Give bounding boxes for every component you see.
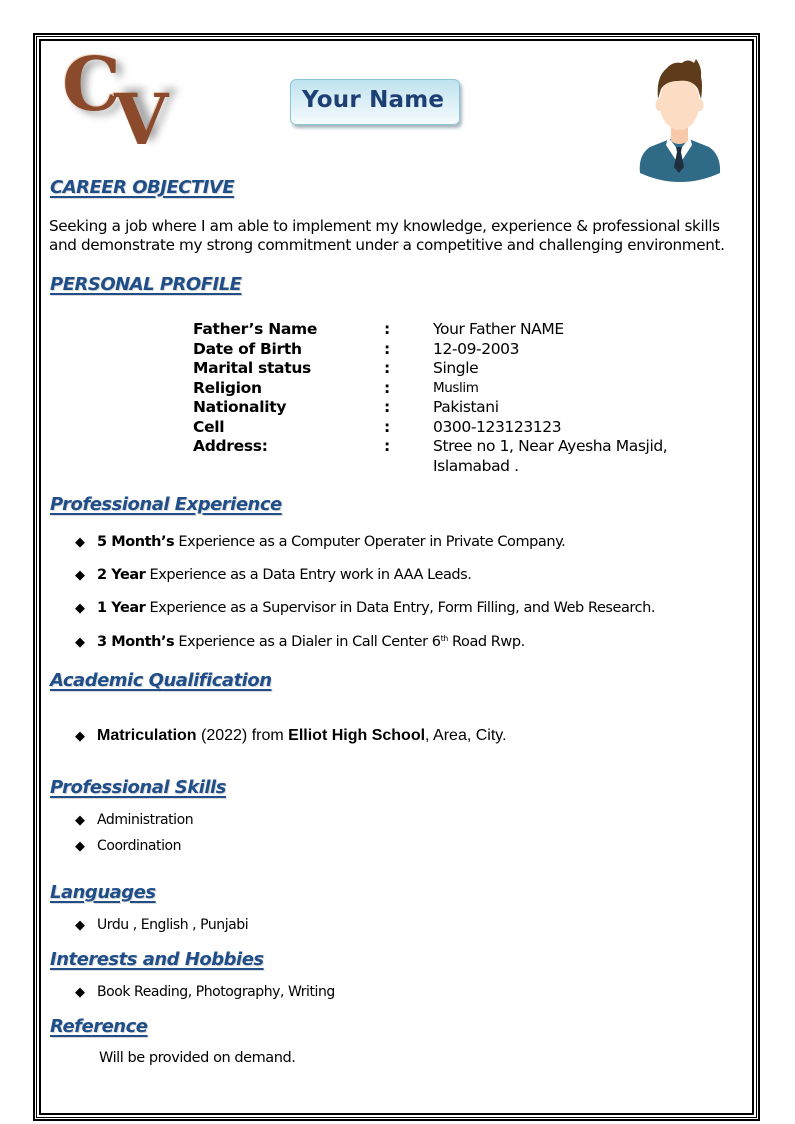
- experience-item: [75, 634, 525, 650]
- profile-value: Stree no 1, Near Ayesha Masjid,: [433, 437, 668, 455]
- heading-career-objective: CAREER OBJECTIVE: [50, 177, 235, 198]
- diamond-bullet-icon: ◆: [75, 839, 85, 854]
- diamond-bullet-icon: ◆: [75, 535, 85, 550]
- profile-label: Cell: [193, 417, 225, 436]
- profile-label: Marital status: [193, 359, 311, 377]
- diamond-bullet-icon: ◆: [75, 728, 85, 743]
- experience-duration: 2 Year: [97, 567, 146, 583]
- profile-separator: :: [384, 378, 391, 397]
- skill-name: Administration: [97, 812, 194, 828]
- skill-name: Coordination: [97, 838, 182, 854]
- school-name: Elliot High School: [288, 727, 426, 744]
- profile-label: Address:: [193, 437, 268, 455]
- experience-item: [75, 567, 471, 583]
- diamond-bullet-icon: ◆: [75, 635, 85, 650]
- diamond-bullet-icon: ◆: [75, 568, 85, 583]
- profile-value: Single: [433, 359, 479, 377]
- profile-separator: :: [384, 359, 391, 377]
- heading-academic-qualification: Academic Qualification: [50, 670, 272, 691]
- profile-separator: :: [384, 398, 391, 416]
- experience-item: [75, 534, 565, 550]
- career-objective-text: Seeking a job where I am able to implement my knowledge, experience & professional skills and demonstrate my strong commitment under a competitive and challenging environment.: [49, 217, 725, 254]
- profile-separator: :: [384, 320, 391, 338]
- profile-value-line2: Islamabad .: [433, 456, 519, 475]
- experience-description: Experience as a Data Entry work in AAA Leads.: [145, 567, 472, 583]
- profile-label: Nationality: [193, 398, 287, 416]
- hobby-item: [75, 984, 335, 1000]
- experience-description: Experience as a Dialer in Call Center 6: [174, 634, 441, 650]
- heading-professional-skills: Professional Skills: [50, 777, 226, 798]
- skill-item: [75, 838, 181, 854]
- reference-text: Will be provided on demand.: [99, 1050, 296, 1066]
- degree-year: (2022) from: [196, 727, 289, 744]
- cv-logo: [58, 42, 188, 161]
- hobbies-list: Book Reading, Photography, Writing: [97, 984, 335, 1000]
- profile-separator: :: [384, 417, 391, 436]
- candidate-name: Your Name: [302, 87, 445, 113]
- experience-description: Experience as a Supervisor in Data Entry, Form Filling, and Web Research.: [145, 600, 656, 616]
- profile-label: Father’s Name: [193, 320, 318, 338]
- academic-item: [75, 727, 507, 745]
- profile-separator: :: [384, 339, 391, 358]
- cv-logo-letter-v: V: [114, 78, 169, 161]
- heading-personal-profile: PERSONAL PROFILE: [50, 274, 242, 295]
- experience-duration: 5 Month’s: [97, 534, 175, 550]
- diamond-bullet-icon: ◆: [75, 813, 85, 828]
- heading-professional-experience: Professional Experience: [50, 494, 282, 515]
- profile-value: Your Father NAME: [433, 320, 564, 338]
- experience-description-end: Road Rwp.: [447, 634, 525, 650]
- diamond-bullet-icon: ◆: [75, 918, 85, 933]
- language-item: [75, 917, 248, 933]
- profile-separator: :: [384, 437, 391, 455]
- profile-value: 0300-123123123: [433, 417, 562, 436]
- diamond-bullet-icon: ◆: [75, 601, 85, 616]
- heading-reference: Reference: [50, 1016, 148, 1037]
- skill-item: [75, 812, 193, 828]
- diamond-bullet-icon: ◆: [75, 985, 85, 1000]
- experience-duration: 3 Month’s: [97, 634, 175, 650]
- degree-name: Matriculation: [97, 727, 197, 744]
- school-location: , Area, City.: [425, 727, 507, 744]
- profile-value: Muslim: [433, 379, 479, 396]
- ordinal-suffix: th: [440, 634, 448, 643]
- languages-list: Urdu , English , Punjabi: [97, 917, 249, 933]
- profile-label: Date of Birth: [193, 339, 302, 358]
- profile-label: Religion: [193, 378, 262, 397]
- experience-item: [75, 600, 655, 616]
- name-banner: [290, 79, 460, 125]
- person-avatar-icon: [632, 55, 727, 190]
- heading-interests-hobbies: Interests and Hobbies: [50, 949, 264, 970]
- experience-description: Experience as a Computer Operater in Private Company.: [174, 534, 566, 550]
- heading-languages: Languages: [50, 882, 156, 903]
- cv-logo-letter-c: C: [62, 42, 121, 128]
- experience-duration: 1 Year: [97, 600, 146, 616]
- profile-value: Pakistani: [433, 398, 499, 416]
- profile-value: 12-09-2003: [433, 339, 520, 358]
